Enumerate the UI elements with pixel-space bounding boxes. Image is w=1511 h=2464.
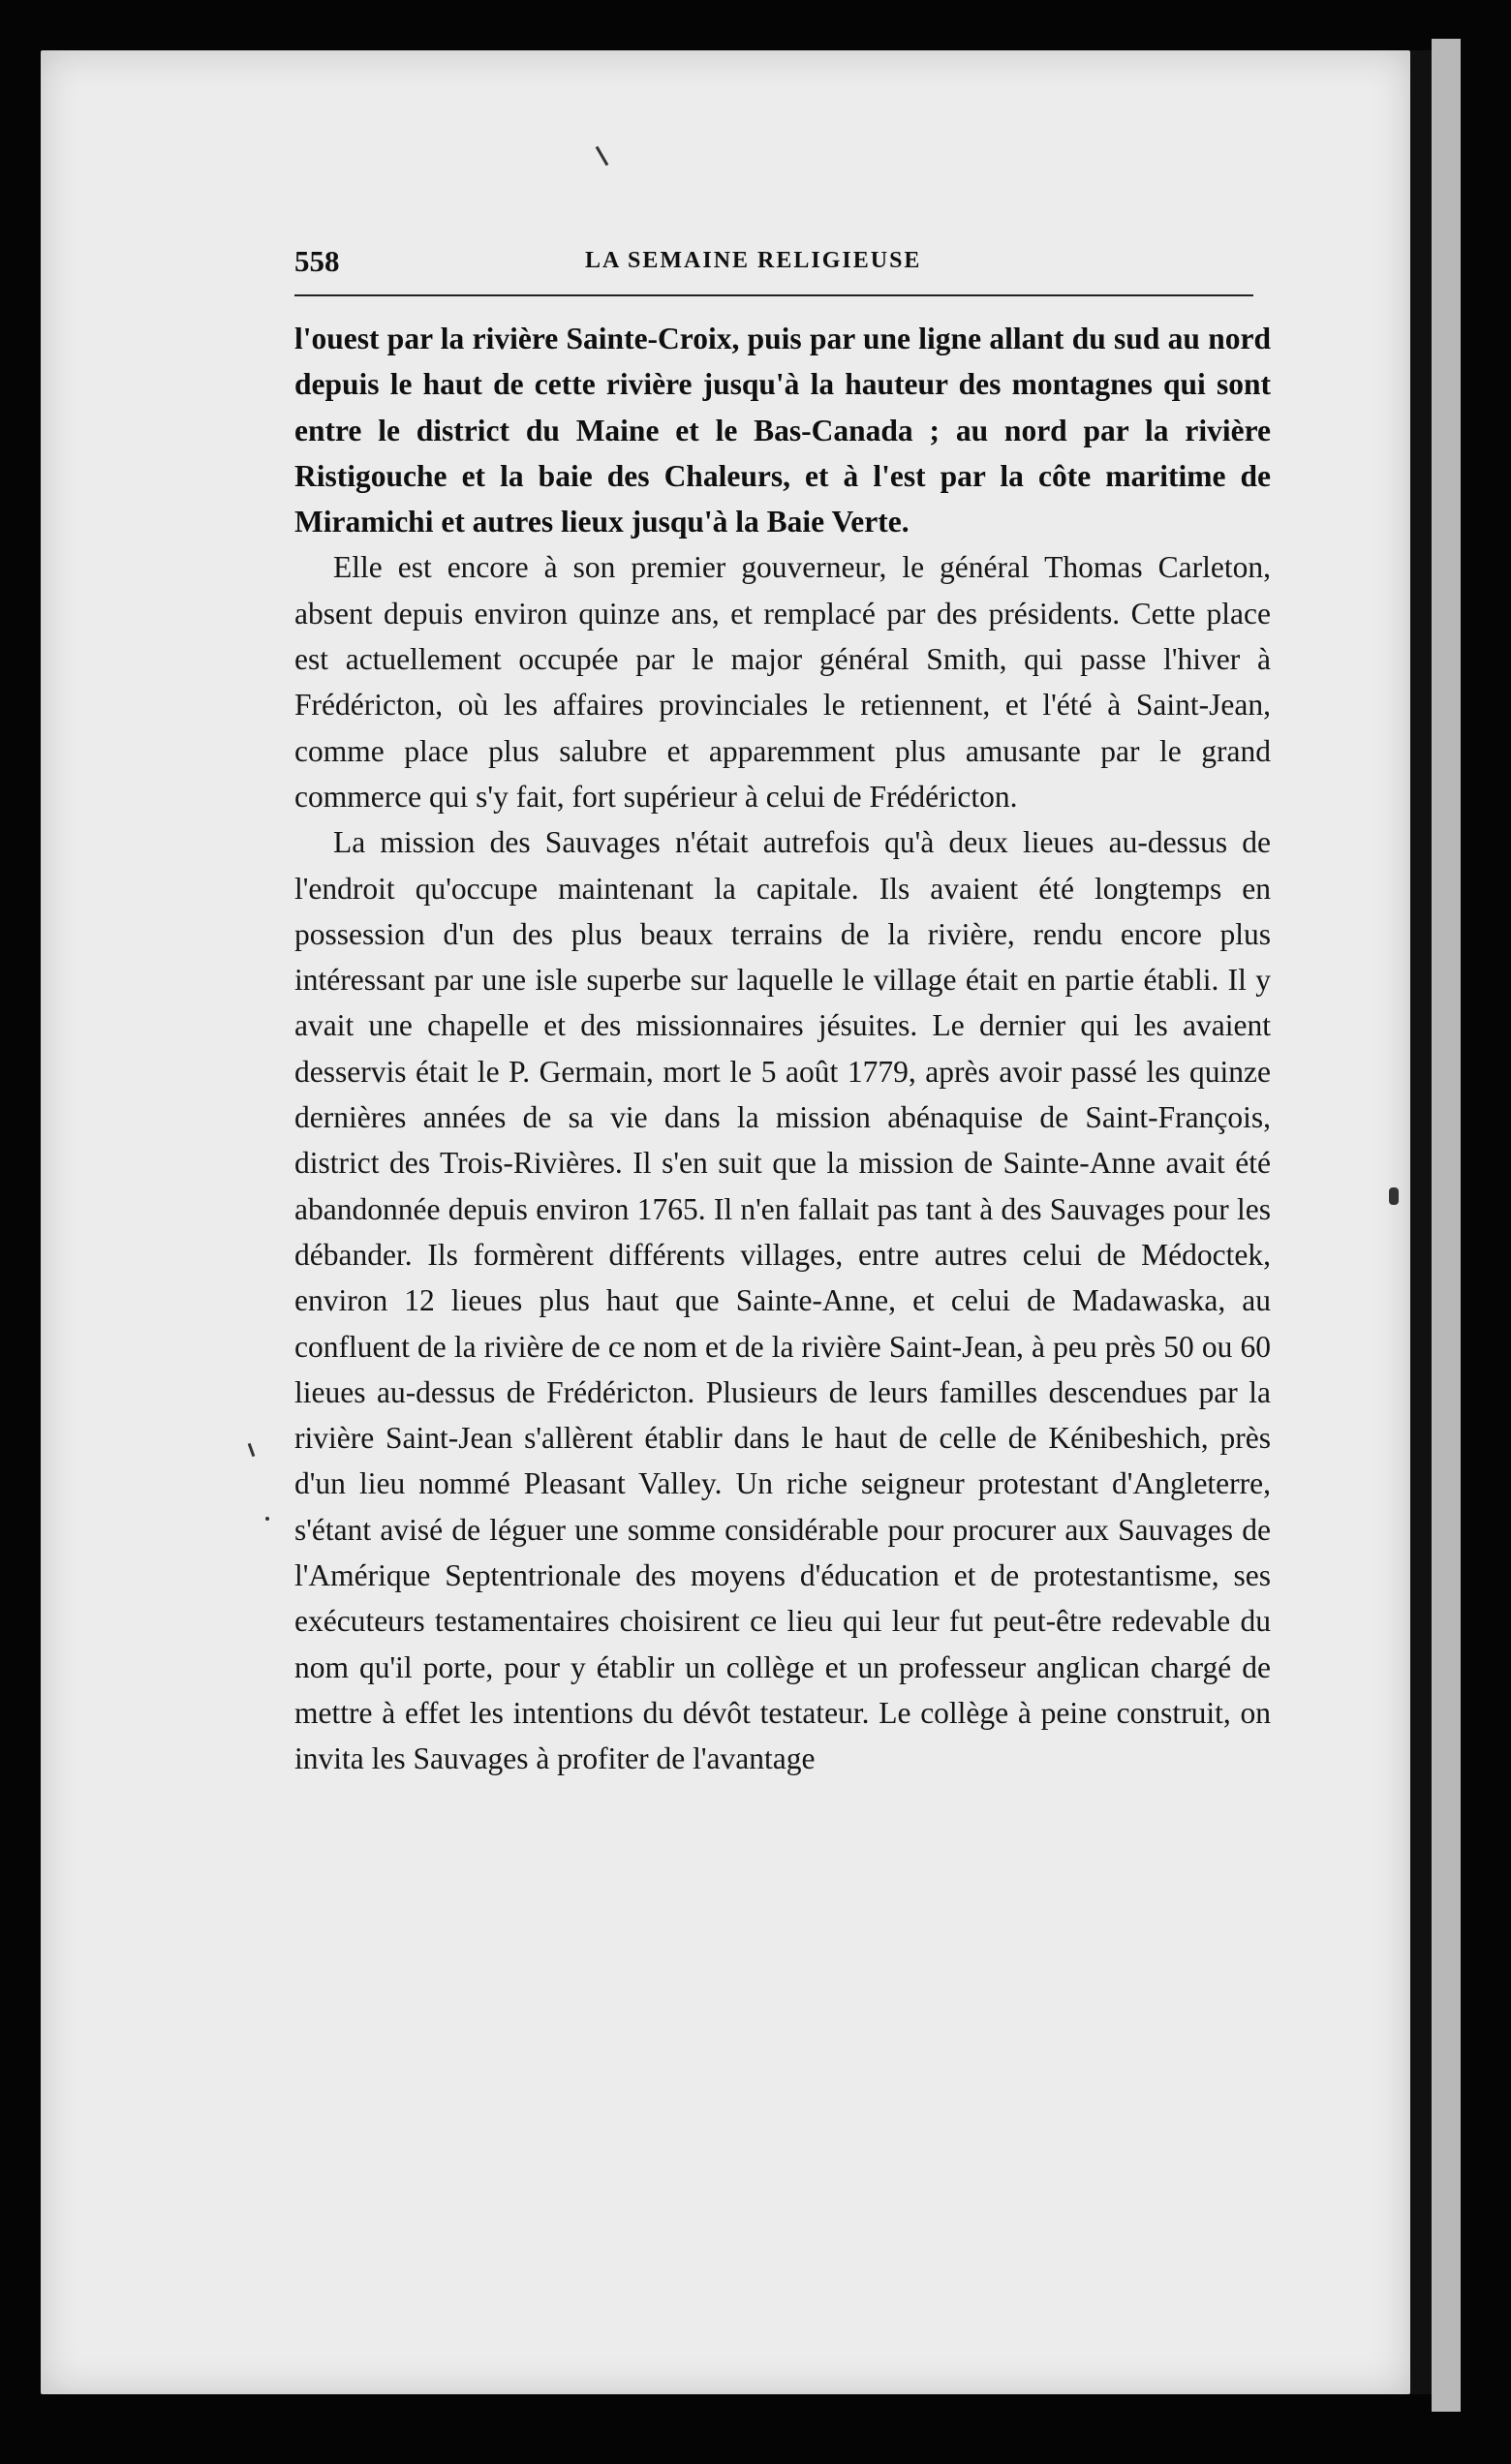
paragraph-3: La mission des Sauvages n'était autrefois qu'à deux lieues au-dessus de l'endroit qu'occupe maintenant la capitale. Ils avaient été longtemps en possession d'un des plus beaux terrains de la rivière, rendu encore plus intéressant par une isle superbe sur laquelle le village était en partie établi. Il y avait une chapelle et des missionnaires jésuites. Le dernier qui les avaient desservis était le P. Germain, mort le 5 août 1779, après avoir passé les quinze dernières années de sa vie dans la mission abénaquise de Saint-François, district des Trois-Rivières. Il s'en suit que la mission de Sainte-Anne avait été abandonnée depuis environ 1765. Il n'en fallait pas tant à des Sauvages pour les débander. Ils formèrent différents villages, entre autres celui de Médoctek, environ 12 lieues plus haut que Sainte-Anne, et celui de Madawaska, au confluent de la rivière de ce nom et de la rivière Saint-Jean, à peu près 50 ou 60 lieues au-dessus de Frédéricton. Plusieurs de leurs familles descendues par la rivière Saint-Jean s'allèrent établir dans le haut de celle de Kénibeshich, près d'un lieu nommé Pleasant Valley. Un riche seigneur protestant d'Angleterre, s'étant avisé de léguer une somme considérable pour procurer aux Sauvages de l'Amérique Septentrionale des moyens d'éducation et de protestantisme, ses exécuteurs testamentaires choisirent ce lieu qui leur fut peut-être redevable du nom qu'il porte, pour y établir un collège et un professeur anglican chargé de mettre à effet les intentions du dévôt testateur. Le collège à peine construit, on invita les Sauvages à profiter de l'avantage <box>294 825 1271 1776</box>
page-edge-shadow <box>1410 50 1434 2394</box>
header-rule <box>294 294 1253 296</box>
adjacent-page-strip <box>1432 39 1461 2412</box>
paragraph-2: Elle est encore à son premier gouverneur, le général Thomas Carleton, absent depuis environ quinze ans, et remplacé par des présidents. Cette place est actuellement occupée par le major général Smith, qui passe l'hiver à Frédéricton, où les affaires provinciales le retiennent, et l'été à Saint-Jean, comme place plus salubre et apparemment plus amusante par le grand commerce qui s'y fait, fort supérieur à celui de Frédéricton. <box>294 550 1271 814</box>
paragraph-1: l'ouest par la rivière Sainte-Croix, puis par une ligne allant du sud au nord depuis le haut de cette rivière jusqu'à la hauteur des montagnes qui sont entre le district du Maine et le Bas-Canada ; au nord par la rivière Ristigouche et la baie des Chaleurs, et à l'est par la côte maritime de Miramichi et autres lieux jusqu'à la Baie Verte. <box>294 322 1271 539</box>
scan-speck <box>265 1517 269 1521</box>
body-text <box>294 316 1271 1782</box>
scan-speck <box>1389 1187 1399 1205</box>
page-number: 558 <box>294 244 340 278</box>
running-title: LA SEMAINE RELIGIEUSE <box>585 248 922 273</box>
page-header <box>294 244 1263 293</box>
